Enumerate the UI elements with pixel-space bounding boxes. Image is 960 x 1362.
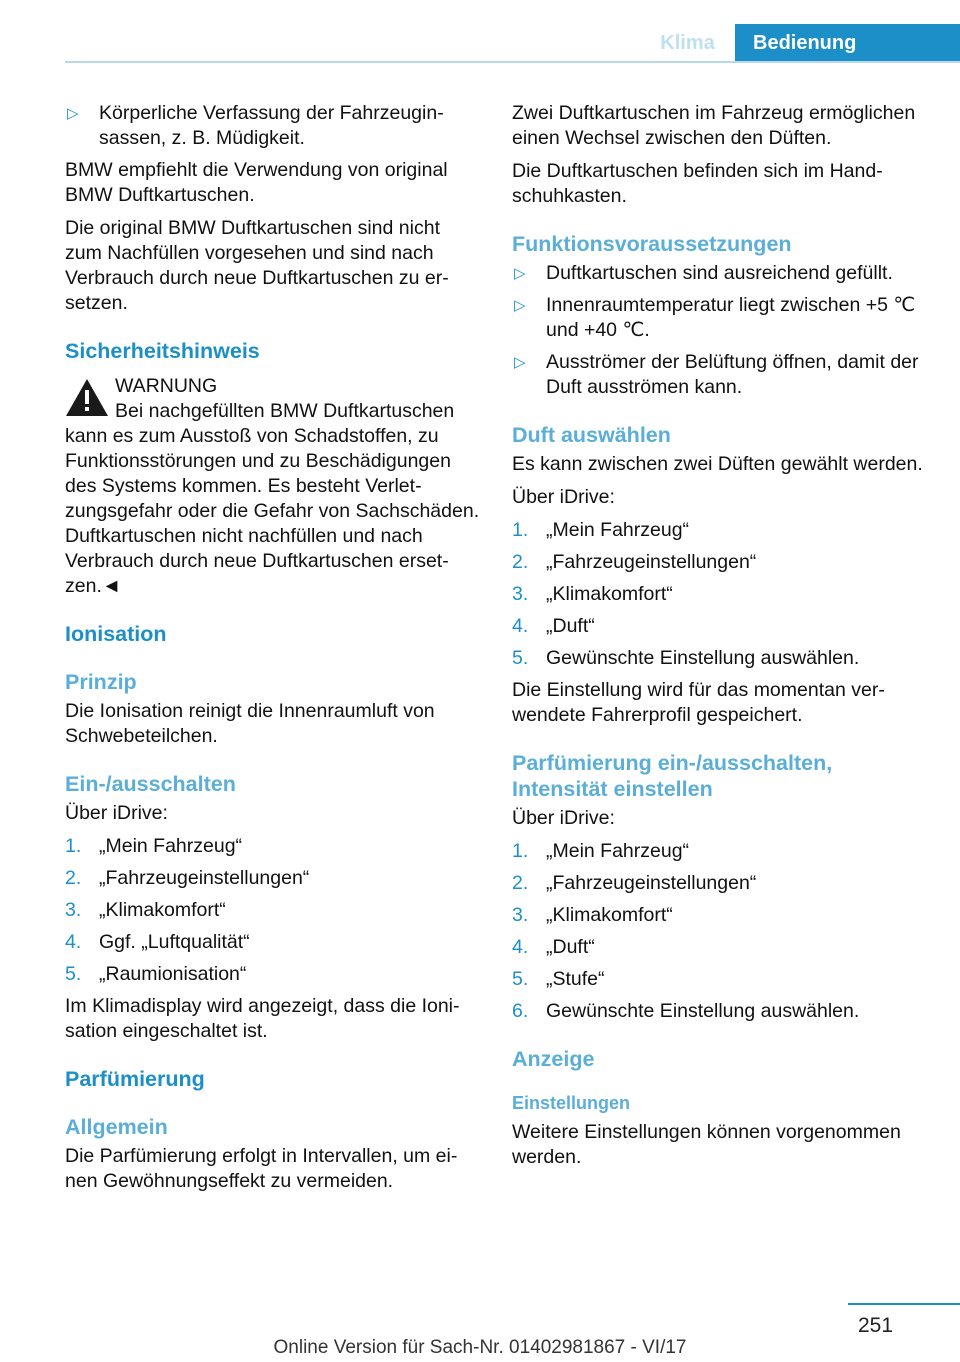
list-item: ▷ Innenraumtemperatur liegt zwischen +5 ℃ und +40 ℃. [514, 294, 916, 341]
heading-duft-auswaehlen: Duft auswählen [512, 423, 671, 447]
heading-funktionsvoraussetzungen: Funktionsvoraussetzungen [512, 232, 792, 256]
conditions-list [65, 101, 480, 151]
paragraph: BMW empfiehlt die Verwendung von original BMW Duftkartuschen. [65, 159, 448, 206]
list-item: 2. „Fahrzeugeinstellungen“ [512, 551, 757, 573]
conditions-list [512, 261, 927, 400]
paragraph: Über iDrive: [65, 802, 168, 824]
heading-prinzip: Prinzip [65, 670, 137, 694]
warning-title: WARNUNG [115, 375, 218, 397]
right-column [512, 101, 927, 1178]
paragraph: Die Ionisation reinigt die Innenraumluft von Schwebeteilchen. [65, 700, 435, 747]
online-version-note: Online Version für Sach-Nr. 01402981867 - VI/17 [273, 1337, 687, 1358]
tab-klima[interactable]: Klima [660, 32, 715, 54]
warning-body: kann es zum Ausstoß von Schadstoffen, zu Funktionsstörungen und zu Beschädigungen des Systems kommen. Es besteht Verletzungsgefahr oder die Gefahr von Sachschäden. Duftkartuschen nicht nachfüllen und nach Verbrauch durch neue Duftkartuschen ersetzen.◄ [65, 425, 480, 597]
list-item: 4. Ggf. „Luftqualität“ [65, 931, 250, 953]
warning-block [65, 374, 480, 599]
tab-bedienung[interactable]: Bedienung [735, 24, 960, 62]
heading-anzeige: Anzeige [512, 1047, 595, 1071]
list-item: ▷ Duftkartuschen sind ausreichend gefüllt. [514, 262, 893, 284]
header-tabs [640, 24, 960, 62]
list-item: 2. „Fahrzeugeinstellungen“ [512, 872, 757, 894]
steps-list [512, 518, 927, 671]
triangle-bullet-icon: ▷ [514, 265, 526, 282]
heading-parfuemierung: Parfümierung [65, 1067, 205, 1091]
header-divider [65, 61, 960, 63]
paragraph: Die Einstellung wird für das momentan verwendete Fahrerprofil gespeichert. [512, 679, 885, 726]
list-item: 3. „Klimakomfort“ [65, 899, 226, 921]
paragraph: Über iDrive: [512, 807, 615, 829]
list-item: 5. Gewünschte Einstellung auswählen. [512, 647, 860, 669]
paragraph: Über iDrive: [512, 486, 615, 508]
list-item: 4. „Duft“ [512, 615, 595, 637]
list-item: 4. „Duft“ [512, 936, 595, 958]
paragraph: Die original BMW Duftkartuschen sind nicht zum Nachfüllen vorgesehen und sind nach Verbrauch durch neue Duftkartuschen zu ersetzen. [65, 217, 449, 314]
triangle-bullet-icon: ▷ [514, 297, 526, 314]
list-item [65, 101, 480, 151]
paragraph: Es kann zwischen zwei Düften gewählt werden. [512, 453, 923, 475]
heading-allgemein: Allgemein [65, 1115, 168, 1139]
list-item: 2. „Fahrzeugeinstellungen“ [65, 867, 310, 889]
list-item: 5. „Raumionisation“ [65, 963, 247, 985]
warning-lead: Bei nachgefüllten BMW Duftkartuschen [115, 400, 455, 422]
list-item: ▷ Ausströmer der Belüftung öffnen, damit der Duft ausströmen kann. [514, 351, 919, 398]
left-column [65, 101, 480, 1202]
paragraph: Im Klimadisplay wird angezeigt, dass die Ionisation eingeschaltet ist. [65, 995, 460, 1042]
heading-einstellungen: Einstellungen [512, 1093, 631, 1113]
triangle-bullet-icon: ▷ [514, 354, 526, 371]
list-item: 1. „Mein Fahrzeug“ [512, 519, 690, 541]
paragraph: Zwei Duftkartuschen im Fahrzeug ermöglichen einen Wechsel zwischen den Düften. [512, 102, 916, 149]
list-item: 6. Gewünschte Einstellung auswählen. [512, 1000, 860, 1022]
heading-ein-ausschalten: Ein-/ausschalten [65, 772, 236, 796]
bullet-text: Körperliche Verfassung der Fahrzeuginsassen, z. B. Müdigkeit. [99, 102, 444, 149]
paragraph: Die Duftkartuschen befinden sich im Handschuhkasten. [512, 160, 883, 207]
paragraph: Weitere Einstellungen können vorgenommen werden. [512, 1121, 901, 1168]
list-item: 1. „Mein Fahrzeug“ [65, 835, 243, 857]
list-item: 1. „Mein Fahrzeug“ [512, 840, 690, 862]
triangle-bullet-icon: ▷ [67, 105, 79, 122]
steps-list [512, 839, 927, 1024]
heading-parfuemierung-ein-aus: Parfümierung ein-/ausschalten, Intensität einstellen [512, 751, 833, 801]
footer-divider [848, 1303, 960, 1305]
list-item: 3. „Klimakomfort“ [512, 904, 673, 926]
page-number: 251 [858, 1314, 894, 1337]
paragraph: Die Parfümierung erfolgt in Intervallen, um einen Gewöhnungseffekt zu vermeiden. [65, 1145, 458, 1192]
list-item: 3. „Klimakomfort“ [512, 583, 673, 605]
list-item: 5. „Stufe“ [512, 968, 605, 990]
steps-list [65, 834, 480, 987]
heading-sicherheitshinweis: Sicherheitshinweis [65, 339, 260, 363]
warning-triangle-icon [65, 378, 109, 417]
heading-ionisation: Ionisation [65, 622, 167, 646]
